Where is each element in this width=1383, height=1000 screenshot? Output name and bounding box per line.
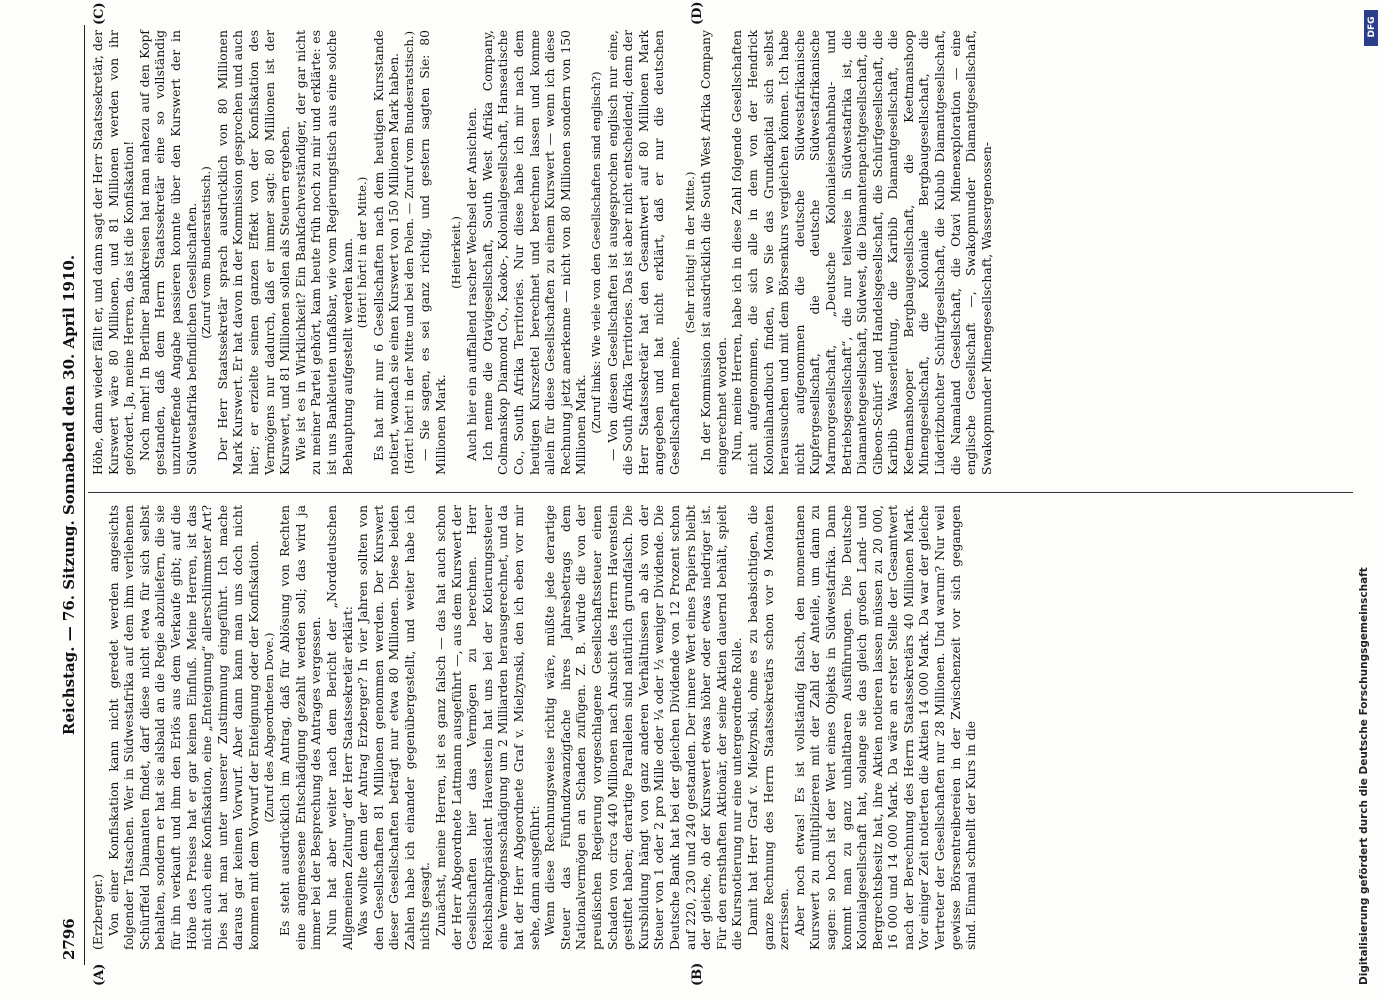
right-column-paragraph: Ich nenne die Otavigesellschaft, South West Afrika Company, Colmanskop Diamond Co., Kaoko-, Kolonialgesellschaft, Hanseatische Co., South Afrika Territories. Nur diese habe ich mir nach dem heutigen Kurszettel berechnet und berechnen lassen und komme allein für diese Gesellschaften zu einem Kurswert — wenn ich diese Rechnung jetzt anerkenne — nicht von 80 Millionen sondern von 150 Millionen Mark. bbox=[479, 30, 589, 475]
left-column-paragraph: Zunächst, meine Herren, ist es ganz falsch — das hat auch schon der Herr Abgeordnete Lattmann ausgeführt —, aus dem Kurswert der Gesellschaften hier das Vermögen zu berechnen. Herr Reichsbankpräsident Havenstein hat uns bei der Kotierungssteuer eine Vermögensschädigung um 2 Milliarden herausgerechnet, und da hat der Herr Abgeordnete Graf v. Mielzynski, den ich eben vor mir sehe, dann ausgeführt: bbox=[433, 505, 542, 950]
right-column-paragraph: (Zuruf vom Bundesratstisch.) bbox=[199, 166, 214, 339]
digitization-stamp bbox=[1350, 0, 1378, 1000]
right-column-paragraph: (Sehr richtig! in der Mitte.) bbox=[682, 171, 697, 334]
column-divider bbox=[88, 492, 1353, 493]
right-column-paragraph: Wie ist es in Wirklichkeit? Ein Bankfachverständiger, der gar nicht zu meiner Partei gehört, kam heute früh noch zu mir und erklärte: es ist uns Bankleuten unfaßbar, wie vom Regierungstisch aus eine solche Behauptung aufgestellt werden kann. bbox=[292, 30, 355, 475]
right-column-paragraph: (Heiterkeit.) bbox=[448, 216, 463, 289]
digitization-note: Digitalisierung gefördert durch die Deutsche Forschungsgemeinschaft bbox=[1358, 567, 1370, 985]
right-column-paragraph: Auch hier ein auffallend rascher Wechsel der Ansichten. bbox=[464, 107, 480, 461]
left-column-paragraph: Es steht ausdrücklich im Antrag, daß für Ablösung von Rechten eine angemessene Entschädigung gezahlt werden soll; das wird ja immer bei der Besprechung des Antrages vergessen. bbox=[277, 505, 324, 950]
right-column-paragraph: Noch mehr! In Berliner Bankkreisen hat man nahezu auf den Kopf gestanden, daß dem Herrn Staatssekretär eine so vollständig unzutreffende Angabe passieren konnte über den Kurswert der in Südwestafrika befindlichen Gesellschaften. bbox=[136, 30, 199, 475]
page-number: 2796 bbox=[60, 918, 78, 960]
left-column-paragraph: (Erzberger.) bbox=[90, 873, 105, 950]
right-column-paragraph: (Hört! hört! in der Mitte und bei den Polen. — Zuruf vom Bundesratstisch.) bbox=[401, 30, 416, 475]
dfg-logo bbox=[1364, 10, 1378, 46]
right-column-paragraph: In der Kommission ist ausdrücklich die South West Afrika Company eingerechnet worden. bbox=[698, 30, 729, 475]
right-column bbox=[90, 30, 994, 475]
left-column-paragraph: (Zuruf des Abgeordneten Dove.) bbox=[261, 632, 276, 823]
left-column-paragraph: Aber noch etwas! Es ist vollständig falsch, den momentanen Kurswert zu multiplizieren mit der Zahl der Anteile, um dann zu sagen: so hoch ist der Wert eines Objekts in Südwestafrika. Dann kommt man zu ganz unhaltbaren Ausführungen. Die Deutsche Kolonialgesellschaft hat, solange sie das gleich großen Land- und Bergrechtsbesitz hat, ihre Aktien notieren lassen müssen zu 20 000, 16 000 und 14 000 Mark. Da wäre an erster Stelle der Gesamtwert nach der Berechnung des Herrn Staatssekretärs 40 Millionen Mark. Vor einiger Zeit notierten die Aktien 14 000 Mark. Da war der gleiche Vertreter der Gesellschaften nur 28 Millionen. Und warum? Nur weil gewisse Börsentreibereien in der Zwischenzeit vor sich gegangen sind. Einmal schnellt der Kurs in die bbox=[791, 505, 979, 950]
page-header bbox=[58, 30, 82, 960]
right-column-paragraph: — Sie sagen, es sei ganz richtig, und gestern sagten Sie: 80 Millionen Mark. bbox=[417, 30, 449, 475]
right-column-paragraph: Es hat mir nur 6 Gesellschaften nach dem heutigen Kursstande notiert, wonach sie einen Kurswert von 150 Millionen Mark haben. bbox=[370, 30, 402, 475]
margin-marker-a: (A) bbox=[92, 963, 107, 986]
dfg-logo-text: DFG bbox=[1367, 16, 1377, 38]
margin-marker-c: (C) bbox=[92, 2, 107, 25]
left-column-paragraph: Damit hat Herr Graf v. Mielzynski, ohne es zu beabsichtigen, die ganze Rechnung des Herrn Staatssekretärs schon vor 9 Monaten zerrissen. bbox=[744, 505, 792, 950]
right-column-paragraph: — Von diesen Gesellschaften ist ausgesprochen englisch nur eine, die South Afrika Territories. Das ist aber nicht entscheidend; denn der Herr Staatssekretär hat den Gesamtwert auf 80 Millionen Mark angegeben und hat nicht erklärt, daß er nur die deutschen Gesellschaften meine. bbox=[604, 30, 682, 475]
right-column-paragraph: (Zuruf links: Wie viele von den Gesellschaften sind englisch?) bbox=[589, 71, 603, 434]
left-column bbox=[90, 505, 979, 950]
right-column-paragraph: Der Herr Staatssekretär sprach ausdrücklich von 80 Millionen Mark Kurswert. Er hat davon in der Kommission gesprochen und auch hier; er erzielte seinen ganzen Effekt von der Konfiskation des Vermögens nur dadurch, daß er immer sagt: 80 Millionen ist der Kurswert, und 81 Millionen sollen als Steuern ergeben. bbox=[214, 30, 293, 475]
left-column-paragraph: Was wollte denn der Antrag Erzberger? In vier Jahren sollten von den Gesellschaften 81 Millionen genommen werden. Der Kurswert dieser Gesellschaften beträgt nur etwa 80 Millionen. Diese beiden Zahlen habe ich einander gegenübergestellt, und weiter habe ich nichts gesagt. bbox=[355, 505, 433, 950]
page-title: Reichstag. — 76. Sitzung. Sonnabend den 30. April 1910. bbox=[60, 254, 78, 736]
left-column-paragraph: Nun hat aber weiter nach dem Bericht der „Norddeutschen Allgemeinen Zeitung“ der Herr Staatssekretär erklärt: bbox=[323, 505, 355, 950]
margin-marker-d: (D) bbox=[690, 1, 705, 25]
left-column-paragraph: Wenn diese Rechnungsweise richtig wäre, müßte jede derartige Steuer das Fünfundzwanzigfache ihres Jahresbetrags dem Nationalvermögen an Schaden zufügen. Z. B. würde die von der preußischen Regierung vorgeschlagene Gesellschaftssteuer einen Schaden von circa 440 Millionen nach Ansicht des Herrn Havenstein gestiftet haben; derartige Parallelen sind natürlich grundfalsch. Die Kursbildung hängt von ganz anderen Verhältnissen ab als von der Steuer von 1 oder 2 pro Mille oder ¼ oder ½ weniger Dividende. Die Deutsche Bank hat bei der gleichen Dividende von 12 Prozent schon auf 220, 230 und 240 gestanden. Der innere Wert eines Papiers bleibt der gleiche, ob der Kurswert etwas höher oder etwas niedriger ist. Für den ernsthaften Aktionär, der seine Aktien dauernd behält, spielt die Kursnotierung nur eine untergeordnete Rolle. bbox=[542, 505, 745, 950]
right-column-paragraph: Höhe, dann wieder fällt er, und dann sagt der Herr Staatssekretär, der Kurswert wäre 80 Millionen, und 81 Millionen werden von ihr gefordert. Ja, meine Herren, das ist die Konfiskation! bbox=[90, 29, 137, 475]
header-rule bbox=[84, 25, 85, 965]
margin-marker-b: (B) bbox=[690, 962, 705, 986]
right-column-paragraph: (Hört! hört! in der Mitte.) bbox=[355, 176, 370, 329]
right-column-paragraph: Nun, meine Herren, habe ich in diese Zahl folgende Gesellschaften nicht aufgenommen, die sich alle in dem von der Hendrick Kolonialhandbuch finden, wo Sie das Grundkapital sich selbst heraussuchen und mit dem Börsenkurs vergleichen können. Ich habe nicht aufgenommen die deutsche Südwestafrikanische Kupfergesellschaft, die deutsche Südwestafrikanische Marmorgesellschaft, „Deutsche Kolonialeisenbahnbau- und Betriebsgesellschaft“, die nur teilweise in Südwestafrika ist, die Diamantengesellschaft, Südwest, die Diamantenpachtgesellschaft, die Gibeon-Schürf- und Handelsgesellschaft, die Schürfgesellschaft, die Karibib Wasserleitung, die Karibib Diamantgesellschaft, die Keetmanshooper Bergbaugesellschaft, die Keetmanshoop Minengesellschaft, die Koloniale Bergbaugesellschaft, die Lüderitzbuchter Schürfgesellschaft, die Kubub Diamantgesellschaft, die Namaland Gesellschaft, die Otavi Minenexploration — eine englische Gesellschaft —, Swakopmunder Diamantgesellschaft, Swakopmunder Minengesellschaft, Wassergenossen- bbox=[729, 30, 994, 475]
left-column-paragraph: Von einer Konfiskation kann nicht geredet werden angesichts folgender Tatsachen. Wer in Südwestafrika auf dem ihm verliehenen Schürffeld Diamanten findet, darf diese nicht etwa für sich selbst behalten, sondern er hat sie alsbald an die Regie abzuliefern, die sie für ihn verkauft und ihm den Erlös aus dem Verkaufe gibt; auf die Höhe des Preises hat er gar keinen Einfluß. Meine Herren, ist das nicht auch eine Konfiskation, eine „Enteignung“ allerschlimmster Art? Dies hat man unter unserer Zustimmung eingeführt. Ich mache daraus gar keinen Vorwurf. Aber dann kann man uns doch nicht kommen mit dem Vorwurf der Enteignung oder der Konfiskation. bbox=[105, 505, 261, 950]
